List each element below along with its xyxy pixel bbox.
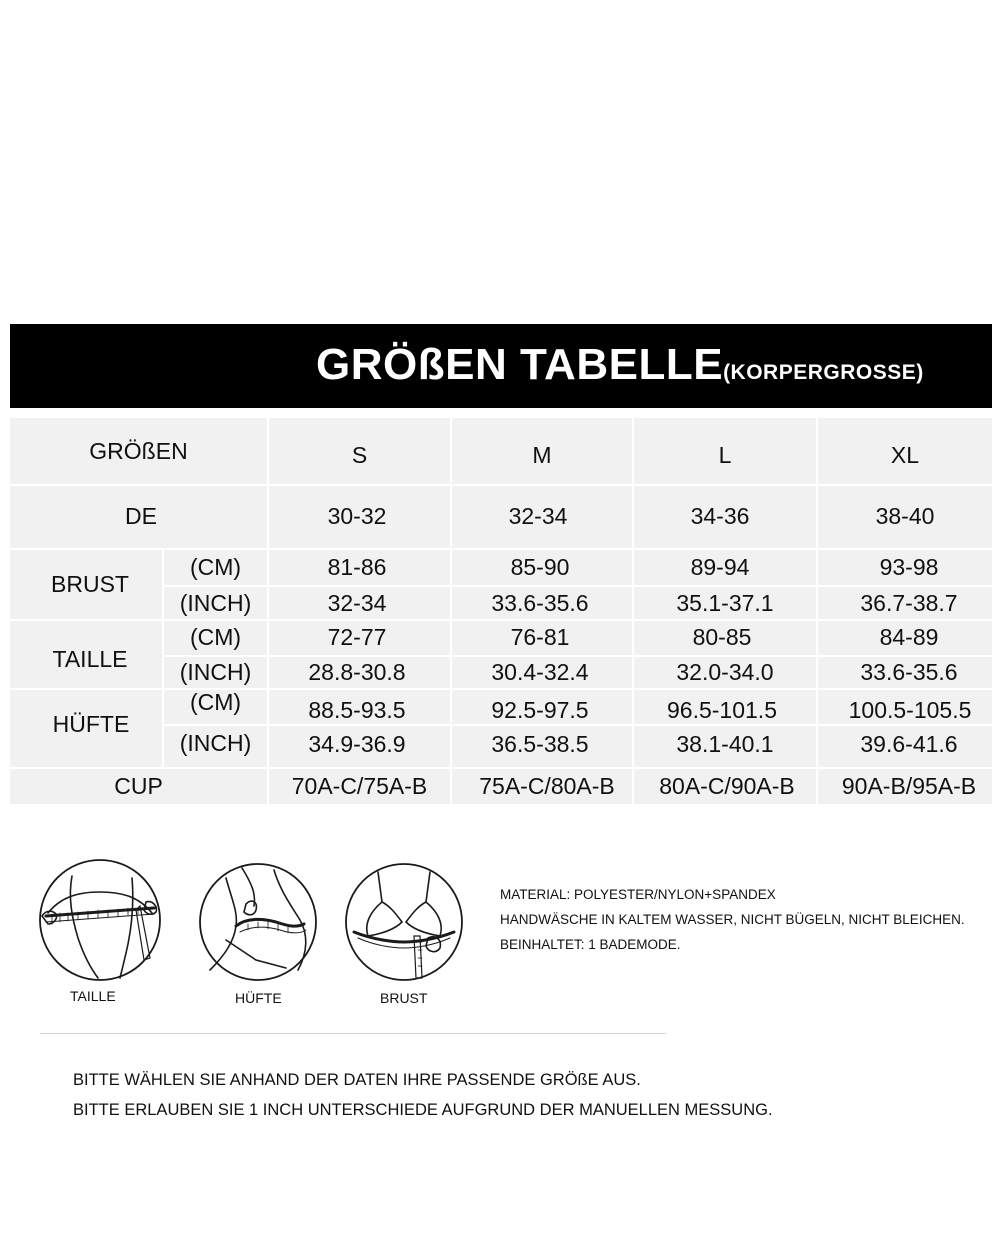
brust-cm-xl: 93-98 <box>879 554 939 580</box>
hip-label: HÜFTE <box>235 990 282 1006</box>
taille-cm-unit: (CM) <box>189 623 242 650</box>
header-label: GRÖßEN <box>89 437 188 464</box>
taille-label: TAILLE <box>52 646 128 672</box>
brust-cm-s: 81-86 <box>327 554 387 580</box>
waist-label: TAILLE <box>70 988 116 1004</box>
huefte-label: HÜFTE <box>52 710 130 737</box>
contents-info: BEINHALTET: 1 BADEMODE. <box>500 937 681 952</box>
cup-l: 80A-C/90A-B <box>659 773 795 799</box>
de-value-l: 34-36 <box>690 502 750 529</box>
taille-inch-s: 28.8-30.8 <box>308 659 406 685</box>
de-label: DE <box>125 502 157 529</box>
brust-label: BRUST <box>51 571 129 597</box>
huefte-cm-m: 92.5-97.5 <box>491 696 589 723</box>
brust-inch-s: 32-34 <box>327 589 387 616</box>
taille-cm-m: 76-81 <box>510 623 570 650</box>
page-title <box>316 340 924 390</box>
huefte-inch-xl: 39.6-41.6 <box>860 731 958 757</box>
huefte-cm-s: 88.5-93.5 <box>308 696 406 723</box>
cup-m: 75A-C/80A-B <box>479 773 615 799</box>
size-table <box>10 418 992 804</box>
taille-cm-s: 72-77 <box>327 623 387 650</box>
huefte-cm-xl: 100.5-105.5 <box>848 696 972 723</box>
material-info: MATERIAL: POLYESTER/NYLON+SPANDEX <box>500 887 776 902</box>
brust-inch-xl: 36.7-38.7 <box>860 589 958 616</box>
size-l-header: L <box>718 441 732 468</box>
taille-inch-m: 30.4-32.4 <box>491 659 589 685</box>
huefte-inch-s: 34.9-36.9 <box>308 731 406 757</box>
note-tolerance: BITTE ERLAUBEN SIE 1 INCH UNTERSCHIEDE AUFGRUND DER MANUELLEN MESSUNG. <box>73 1101 773 1119</box>
brust-inch-unit: (INCH) <box>179 589 252 616</box>
taille-cm-xl: 84-89 <box>879 623 939 650</box>
taille-cm-l: 80-85 <box>692 623 752 650</box>
de-value-m: 32-34 <box>508 502 568 529</box>
section-divider <box>40 1033 666 1034</box>
hip-measure-icon <box>196 860 320 989</box>
brust-cm-unit: (CM) <box>189 554 242 580</box>
de-value-xl: 38-40 <box>875 502 935 529</box>
huefte-cm-unit: (CM) <box>189 688 242 715</box>
waist-measure-icon <box>38 858 162 987</box>
cup-label: CUP <box>114 773 163 799</box>
taille-inch-unit: (INCH) <box>179 659 252 685</box>
huefte-inch-unit: (INCH) <box>179 730 252 756</box>
brust-inch-l: 35.1-37.1 <box>676 589 774 616</box>
taille-inch-l: 32.0-34.0 <box>676 659 774 685</box>
cup-xl: 90A-B/95A-B <box>841 773 977 799</box>
brust-cm-l: 89-94 <box>690 554 750 580</box>
size-xl-header: XL <box>890 441 920 468</box>
huefte-inch-l: 38.1-40.1 <box>676 731 774 757</box>
taille-inch-xl: 33.6-35.6 <box>860 659 958 685</box>
size-s-header: S <box>351 441 368 468</box>
de-value-s: 30-32 <box>327 502 387 529</box>
brust-inch-m: 33.6-35.6 <box>491 589 589 616</box>
cup-s: 70A-C/75A-B <box>291 773 428 799</box>
title-banner <box>10 324 992 408</box>
bust-label: BRUST <box>380 990 428 1006</box>
note-choose-size: BITTE WÄHLEN SIE ANHAND DER DATEN IHRE PASSENDE GRÖßE AUS. <box>73 1071 641 1089</box>
brust-cm-m: 85-90 <box>510 554 570 580</box>
huefte-cm-l: 96.5-101.5 <box>667 696 777 723</box>
title-main: GRÖßEN TABELLE <box>316 340 724 389</box>
size-m-header: M <box>532 441 552 468</box>
title-sub: (KORPERGROSSE) <box>723 361 924 384</box>
bust-measure-icon <box>344 862 464 987</box>
care-info: HANDWÄSCHE IN KALTEM WASSER, NICHT BÜGELN, NICHT BLEICHEN. <box>500 912 965 927</box>
huefte-inch-m: 36.5-38.5 <box>491 731 589 757</box>
